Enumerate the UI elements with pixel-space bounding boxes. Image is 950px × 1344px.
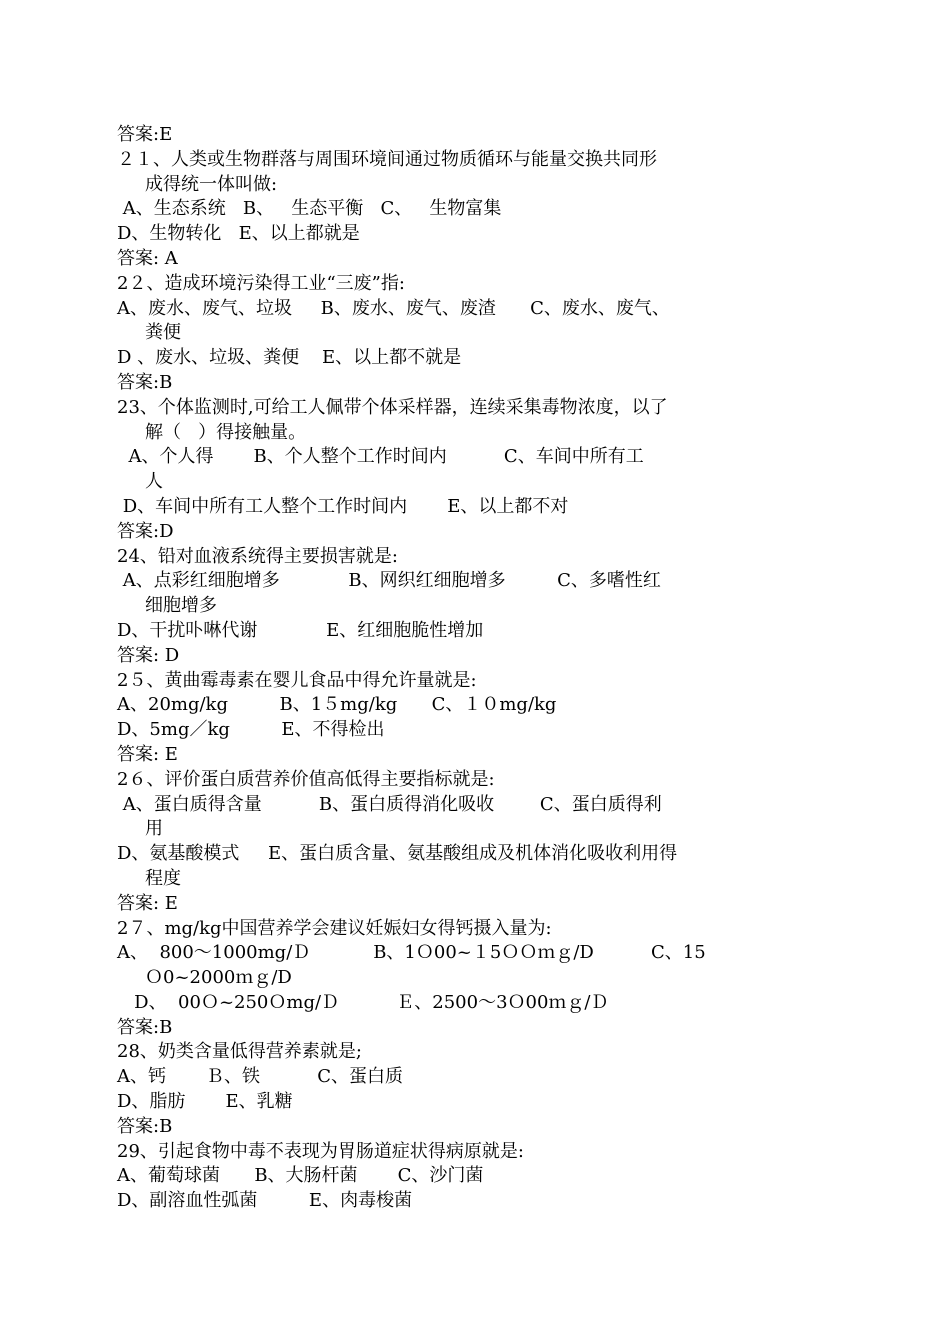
- text-line: 2７、mg/kg中国营养学会建议妊娠妇女得钙摄入量为:: [117, 917, 552, 939]
- text-line: A、生态系统 B、 生态平衡 C、 生物富集: [117, 198, 502, 220]
- text-line: D、氨基酸模式 E、蛋白质含量、氨基酸组成及机体消化吸收利用得: [117, 843, 678, 865]
- text-line: 2６、评价蛋白质营养价值高低得主要指标就是:: [117, 768, 495, 790]
- text-line: 用: [145, 818, 163, 840]
- text-line: Ｏ0~2000ｍｇ/D: [145, 967, 292, 989]
- text-line: D、5mg／kg E、不得检出: [117, 719, 385, 741]
- text-line: D、干扰卟啉代谢 E、红细胞脆性增加: [117, 619, 484, 641]
- text-line: 2２、造成环境污染得工业“三废”指:: [117, 272, 405, 294]
- text-line: A、废水、废气、垃圾 B、废水、废气、废渣 C、废水、废气、: [117, 297, 670, 319]
- text-line: 答案:E: [117, 124, 173, 145]
- text-line: A、个人得 B、个人整个工作时间内 C、车间中所有工: [117, 446, 644, 468]
- text-line: 成得统一体叫做:: [145, 173, 278, 195]
- text-line: 28、奶类含量低得营养素就是;: [117, 1041, 362, 1063]
- text-line: D、 00Ｏ~250Ｏmg/Ｄ Ｅ、2500～3Ｏ00ｍｇ/Ｄ: [117, 991, 609, 1013]
- text-line: 程度: [145, 867, 181, 889]
- text-line: 答案: E: [117, 743, 178, 765]
- document-body: [117, 123, 817, 1214]
- text-line: D、车间中所有工人整个工作时间内 E、以上都不对: [117, 495, 569, 517]
- text-line: A、蛋白质得含量 B、蛋白质得消化吸收 C、蛋白质得利: [117, 793, 662, 815]
- text-line: A、葡萄球菌 B、大肠杆菌 C、沙门菌: [117, 1165, 484, 1187]
- text-line: 人: [145, 471, 163, 493]
- text-line: 答案: E: [117, 892, 178, 914]
- text-line: 答案: A: [117, 247, 178, 269]
- text-line: 24、铅对血液系统得主要损害就是:: [117, 545, 398, 567]
- text-line: ２１、人类或生物群落与周围环境间通过物质循环与能量交换共同形: [117, 148, 657, 170]
- text-line: A、点彩红细胞增多 B、网织红细胞增多 C、多嗜性红: [117, 570, 661, 592]
- text-line: 答案:D: [117, 520, 174, 542]
- text-line: 答案:B: [117, 1115, 173, 1137]
- text-line: A、20mg/kg B、1５mg/kg C、１０mg/kg: [117, 694, 557, 716]
- text-line: 解（ ）得接触量。: [145, 421, 307, 443]
- text-line: 2５、黄曲霉毒素在婴儿食品中得允许量就是:: [117, 669, 477, 691]
- text-line: D、脂肪 E、乳糖: [117, 1091, 293, 1113]
- text-line: D、副溶血性弧菌 E、肉毒梭菌: [117, 1190, 413, 1212]
- text-line: D 、废水、垃圾、粪便 E、以上都不就是: [117, 347, 462, 369]
- text-line: 答案: D: [117, 644, 180, 666]
- text-line: 粪便: [145, 322, 181, 344]
- text-line: 29、引起食物中毒不表现为胃肠道症状得病原就是:: [117, 1140, 524, 1162]
- text-line: A、钙 Ｂ、铁 C、蛋白质: [117, 1066, 404, 1088]
- text-line: D、生物转化 E、以上都就是: [117, 223, 360, 245]
- text-line: 答案:B: [117, 1016, 173, 1038]
- text-line: A、 800～1000mg/Ｄ B、1Ｏ00~１5ＯＯｍｇ/D C、15: [117, 942, 706, 964]
- text-line: 细胞增多: [145, 595, 217, 617]
- text-line: 答案:B: [117, 371, 173, 393]
- text-line: 23、个体监测时,可给工人佩带个体采样器，连续采集毒物浓度，以了: [117, 396, 668, 418]
